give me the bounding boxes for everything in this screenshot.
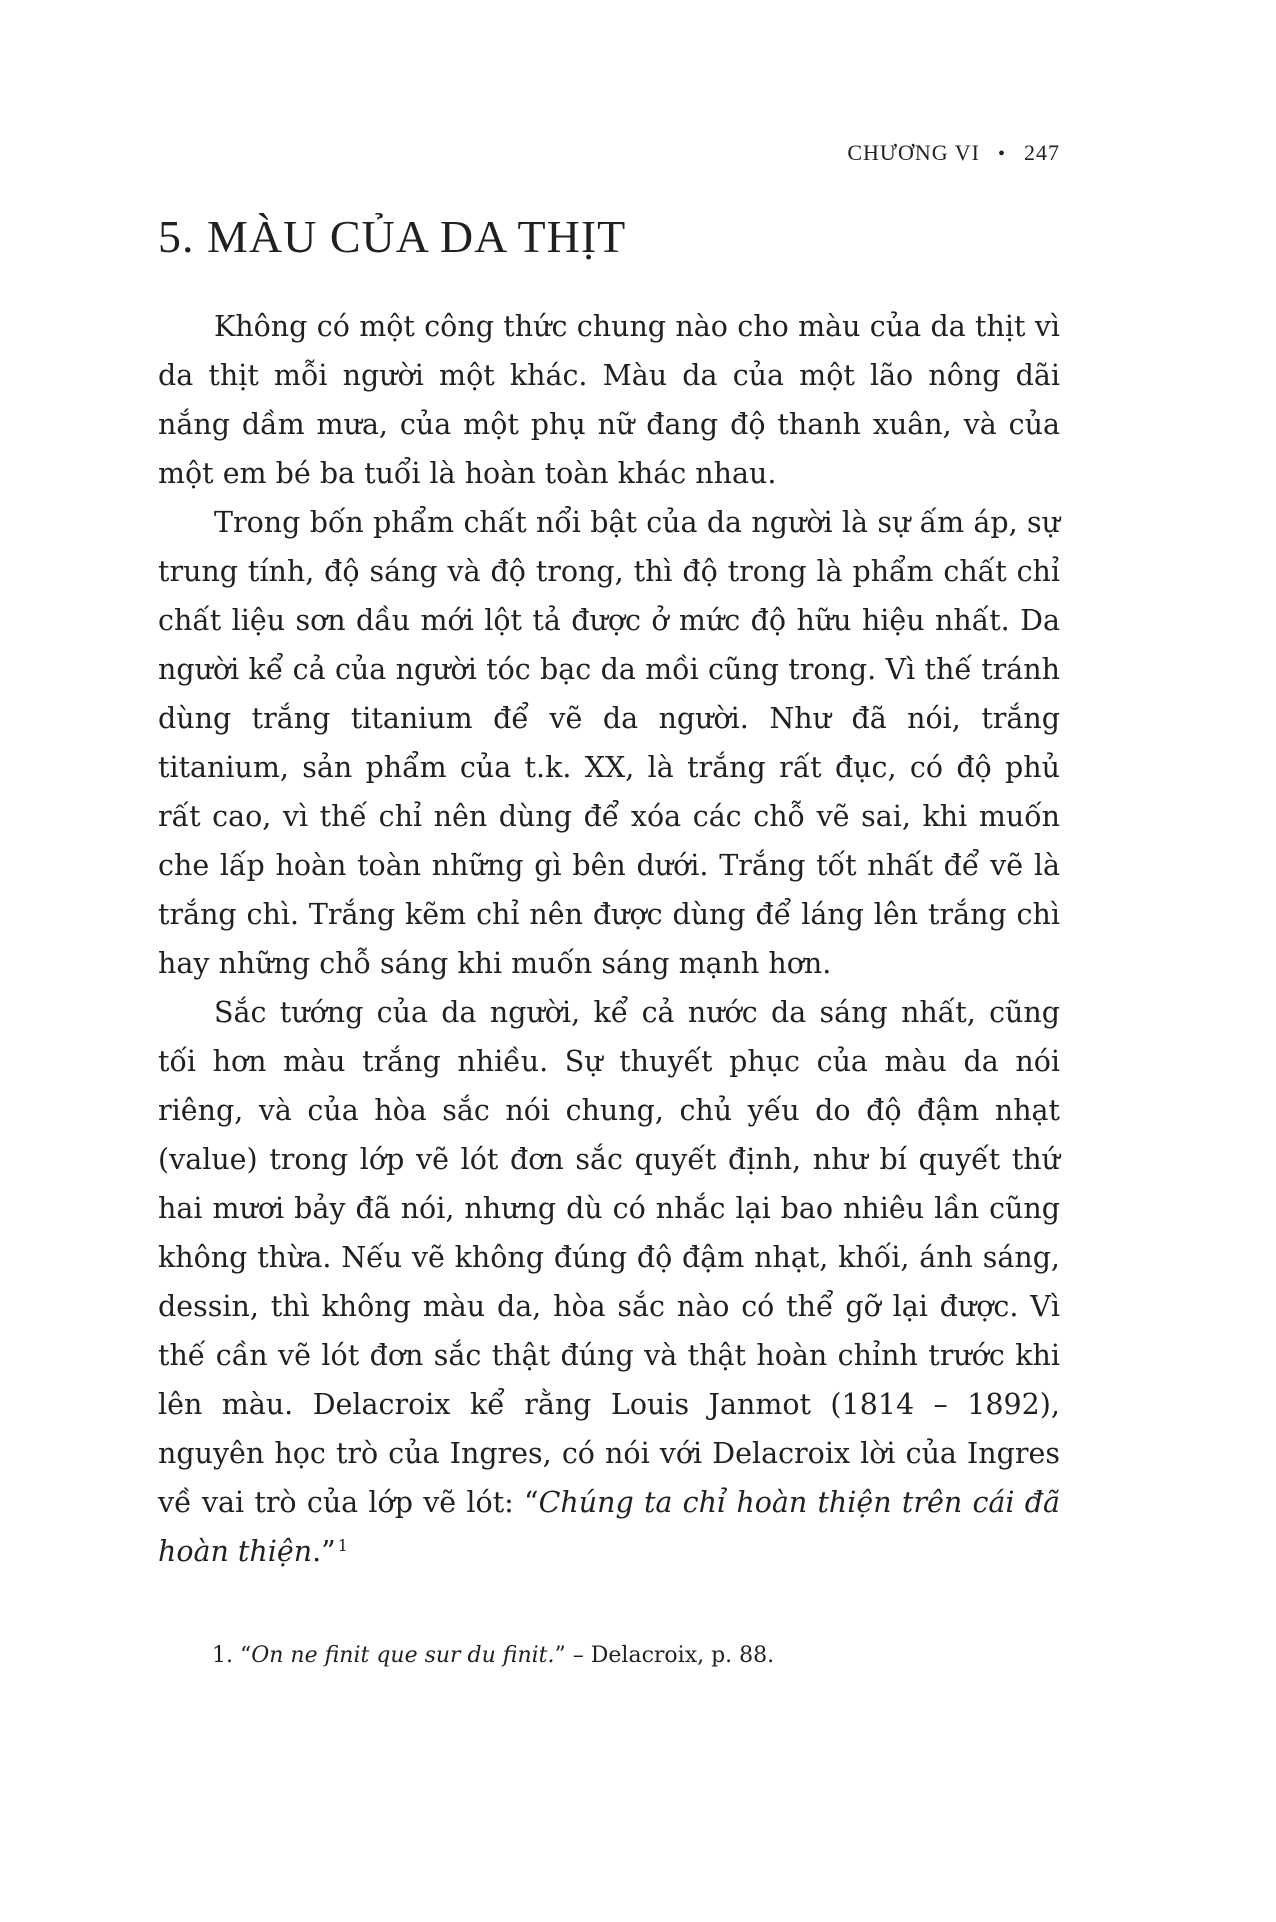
- chapter-label: CHƯƠNG VI: [847, 140, 980, 165]
- bullet-separator: •: [997, 143, 1006, 165]
- running-head: [847, 140, 1060, 166]
- footnote-number: 1.: [212, 1643, 240, 1668]
- footnote-source: – Delacroix, p. 88.: [565, 1643, 775, 1668]
- quote-close: .”: [312, 1535, 336, 1568]
- paragraph-1: Không có một công thức chung nào cho màu của da thịt vì da thịt mỗi người một khác. Màu da của một lão nông dãi nắng dầm mưa, của một phụ nữ đang độ thanh xuân, và của một em bé ba tuổi là hoàn toàn khác nhau.: [158, 310, 1060, 490]
- section-title: 5. MÀU CỦA DA THỊT: [158, 211, 627, 262]
- paragraph-3: [158, 988, 1060, 1576]
- paragraph-3-text: Sắc tướng của da người, kể cả nước da sáng nhất, cũng tối hơn màu trắng nhiều. Sự thuyết phục của màu da nói riêng, và của hòa sắc nói chung, chủ yếu do độ đậm nhạt (value) trong lớp vẽ lót đơn sắc quyết định, như bí quyết thứ hai mươi bảy đã nói, nhưng dù có nhắc lại bao nhiêu lần cũng không thừa. Nếu vẽ không đúng độ đậm nhạt, khối, ánh sáng, dessin, thì không màu da, hòa sắc nào có thể gỡ lại được. Vì thế cần vẽ lót đơn sắc thật đúng và thật hoàn chỉnh trước khi lên màu. Delacroix kể rằng Louis Janmot (1814 – 1892), nguyên học trò của Ingres, có nói với Delacroix lời của Ingres về vai trò của lớp vẽ lót: “: [158, 996, 1060, 1519]
- footnote: [212, 1640, 1062, 1672]
- footnote-open-quote: “: [239, 1643, 252, 1668]
- footnote-reference[interactable]: 1: [337, 1535, 348, 1555]
- ingres-quote: Chúng ta chỉ hoàn thiện trên cái đã hoàn thiện: [158, 1486, 1061, 1568]
- footnote-quote: On ne finit que sur du finit.: [251, 1643, 555, 1668]
- paragraph-2: Trong bốn phẩm chất nổi bật của da người là sự ấm áp, sự trung tính, độ sáng và độ trong, thì độ trong là phẩm chất chỉ chất liệu sơn dầu mới lột tả được ở mức độ hữu hiệu nhất. Da người kể cả của người tóc bạc da mồi cũng trong. Vì thế tránh dùng trắng titanium để vẽ da người. Như đã nói, trắng titanium, sản phẩm của t.k. XX, là trắng rất đục, có độ phủ rất cao, vì thế chỉ nên dùng để xóa các chỗ vẽ sai, khi muốn che lấp hoàn toàn những gì bên dưới. Trắng tốt nhất để vẽ là trắng chì. Trắng kẽm chỉ nên được dùng để láng lên trắng chì hay những chỗ sáng khi muốn sáng mạnh hơn.: [158, 506, 1060, 980]
- body-text: [158, 302, 1060, 1576]
- footnote-close-quote: ”: [554, 1643, 566, 1668]
- page-number: 247: [1024, 140, 1060, 165]
